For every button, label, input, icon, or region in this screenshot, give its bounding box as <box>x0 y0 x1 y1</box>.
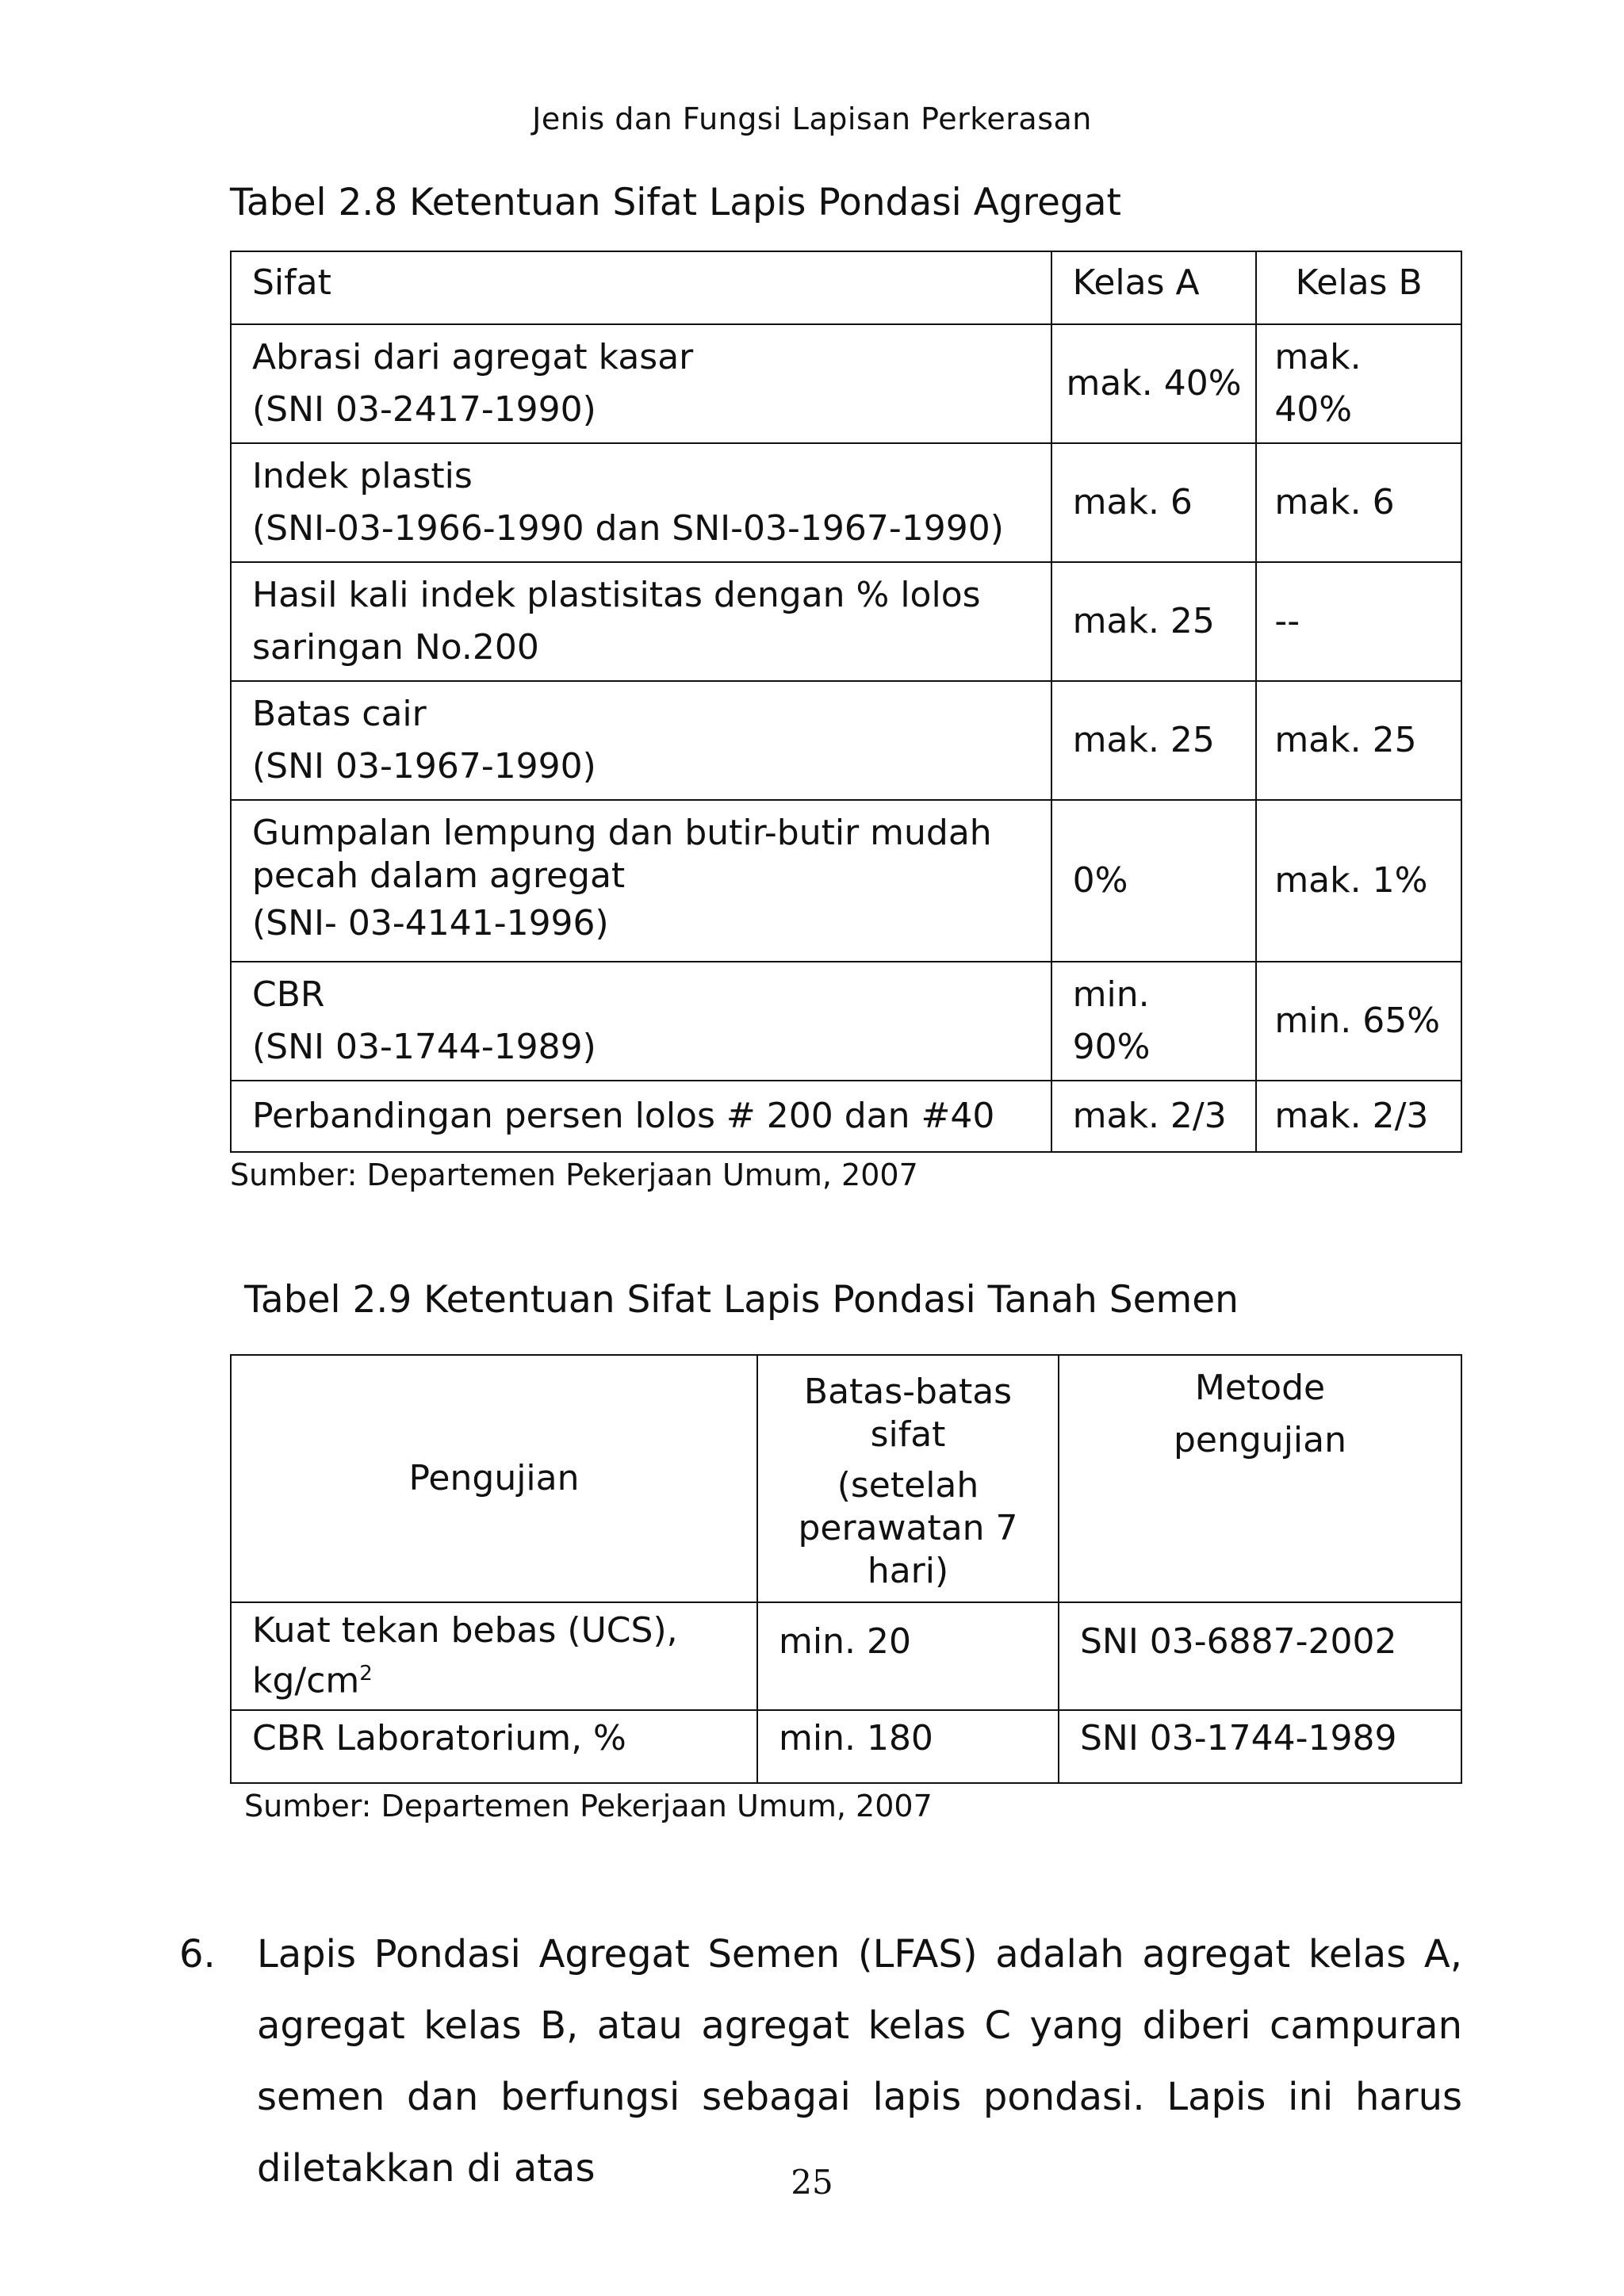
page-number: 25 <box>791 2163 833 2202</box>
method-value: SNI 03-6887-2002 <box>1059 1602 1461 1710</box>
table-2-8-caption: Tabel 2.8 Ketentuan Sifat Lapis Pondasi Agregat <box>230 181 1121 224</box>
table-row <box>231 324 1461 443</box>
limit-value: min. 180 <box>757 1710 1059 1783</box>
kelas-b-value: mak. 40% <box>1256 324 1461 443</box>
kelas-a-value: mak. 25 <box>1051 562 1257 681</box>
list-item-number: 6. <box>179 1932 216 1976</box>
property-line: (SNI- 03-4141-1996) <box>252 903 609 943</box>
property-cell <box>231 1081 1051 1152</box>
header-line: perawatan 7 <box>798 1508 1018 1548</box>
property-line: Hasil kali indek plastisitas dengan % lolos <box>252 575 981 615</box>
header-kelas-b: Kelas B <box>1256 251 1461 324</box>
kelas-a-value: mak. 6 <box>1051 443 1257 562</box>
kelas-b-value: mak. 2/3 <box>1256 1081 1461 1152</box>
property-line: saringan No.200 <box>252 627 539 668</box>
property-cell <box>231 681 1051 800</box>
kelas-b-value: mak. 1% <box>1256 800 1461 962</box>
property-line: Gumpalan lempung dan butir-butir mudah <box>252 813 992 853</box>
table-row <box>231 1710 1461 1783</box>
test-cell: CBR Laboratorium, % <box>231 1710 757 1783</box>
method-value: SNI 03-1744-1989 <box>1059 1710 1461 1783</box>
table-row <box>231 562 1461 681</box>
kelas-b-value: mak. 6 <box>1256 443 1461 562</box>
kelas-a-value: mak. 2/3 <box>1051 1081 1257 1152</box>
test-line <box>252 1652 736 1703</box>
header-line: Metode <box>1194 1368 1326 1408</box>
kelas-a-value: mak. 25 <box>1051 681 1257 800</box>
table-row <box>231 962 1461 1081</box>
table-2-8-source: Sumber: Departemen Pekerjaan Umum, 2007 <box>230 1158 918 1192</box>
table-row <box>231 800 1461 962</box>
header-kelas-a: Kelas A <box>1051 251 1257 324</box>
property-line: (SNI-03-1966-1990 dan SNI-03-1967-1990) <box>252 508 1004 549</box>
table-header-row <box>231 1355 1461 1602</box>
header-batas-sifat <box>757 1355 1059 1602</box>
property-line: Abrasi dari agregat kasar <box>252 337 694 377</box>
kelas-a-value: mak. 40% <box>1051 324 1257 443</box>
kelas-a-value: 0% <box>1051 800 1257 962</box>
header-line: pengujian <box>1173 1420 1346 1460</box>
property-cell <box>231 962 1051 1081</box>
list-item-text: Lapis Pondasi Agregat Semen (LFAS) adalah agregat kelas A, agregat kelas B, atau agregat kelas C yang diberi campuran semen dan berfungsi sebagai lapis pondasi. Lapis ini harus diletakkan di atas <box>257 1932 1462 2191</box>
kelas-a-value: min. 90% <box>1051 962 1257 1081</box>
table-row <box>231 443 1461 562</box>
property-line: Batas cair <box>252 694 427 734</box>
property-cell <box>231 443 1051 562</box>
property-line: Perbandingan persen lolos # 200 dan #40 <box>252 1096 995 1136</box>
property-line: pecah dalam agregat <box>252 855 626 896</box>
table-2-8 <box>230 251 1462 1153</box>
property-line: (SNI 03-1744-1989) <box>252 1027 596 1067</box>
property-cell <box>231 562 1051 681</box>
test-unit-superscript: 2 <box>359 1662 373 1686</box>
test-cell <box>231 1602 757 1710</box>
header-metode <box>1059 1355 1461 1602</box>
table-2-9-caption: Tabel 2.9 Ketentuan Sifat Lapis Pondasi Tanah Semen <box>244 1278 1239 1322</box>
table-row <box>231 681 1461 800</box>
property-line: (SNI 03-2417-1990) <box>252 389 596 430</box>
kelas-b-value: min. 65% <box>1256 962 1461 1081</box>
table-row <box>231 1081 1461 1152</box>
table-header-row <box>231 251 1461 324</box>
kelas-b-value: mak. 25 <box>1256 681 1461 800</box>
test-line: Kuat tekan bebas (UCS), <box>252 1610 678 1651</box>
header-line: Batas-batas <box>803 1372 1013 1412</box>
kelas-b-value: -- <box>1256 562 1461 681</box>
property-cell <box>231 324 1051 443</box>
table-2-9 <box>230 1354 1462 1784</box>
property-cell <box>231 800 1051 962</box>
limit-value: min. 20 <box>757 1602 1059 1710</box>
header-line: hari) <box>867 1551 949 1591</box>
header-sifat: Sifat <box>231 251 1051 324</box>
property-line: (SNI 03-1967-1990) <box>252 746 596 786</box>
header-line: sifat <box>870 1414 946 1455</box>
header-pengujian: Pengujian <box>231 1355 757 1602</box>
list-item-6 <box>179 1919 1462 2204</box>
table-2-9-source: Sumber: Departemen Pekerjaan Umum, 2007 <box>244 1789 933 1823</box>
property-line: Indek plastis <box>252 456 473 496</box>
running-head: Jenis dan Fungsi Lapisan Perkerasan <box>532 101 1092 136</box>
table-row <box>231 1602 1461 1710</box>
property-line: CBR <box>252 974 325 1015</box>
test-unit: kg/cm <box>252 1660 360 1701</box>
header-line: (setelah <box>837 1465 979 1506</box>
